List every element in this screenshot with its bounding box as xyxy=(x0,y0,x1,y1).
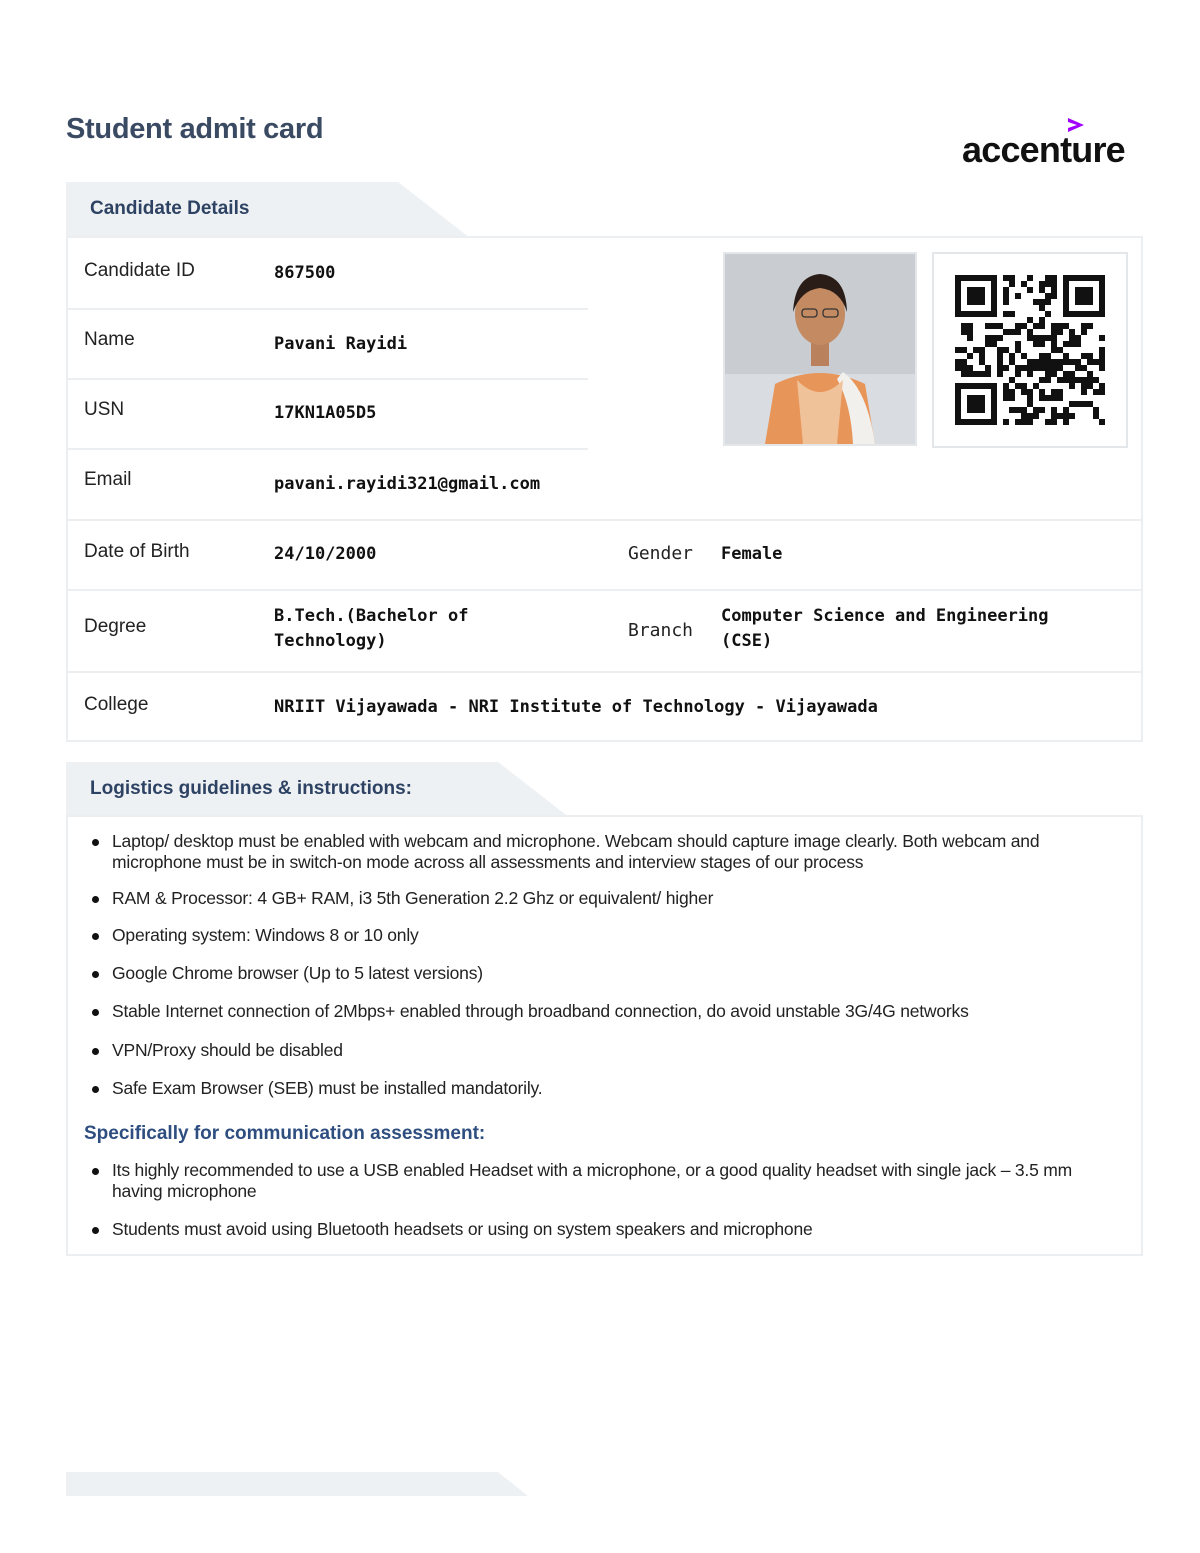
communication-list xyxy=(86,1160,1126,1240)
college-value: NRIIT Vijayawada - NRI Institute of Technology - Vijayawada xyxy=(274,697,878,717)
usn-row xyxy=(68,380,588,450)
logistics-item: Safe Exam Browser (SEB) must be installed mandatorily. xyxy=(86,1078,1126,1099)
usn-value: 17KN1A05D5 xyxy=(274,403,377,423)
logo-wordmark: accenture xyxy=(962,129,1125,170)
college-row xyxy=(68,673,1141,740)
logistics-item: Stable Internet connection of 2Mbps+ enabled through broadband connection, do avoid unstable 3G/4G networks xyxy=(86,1001,1126,1022)
candidate-id-value: 867500 xyxy=(274,263,336,283)
name-row xyxy=(68,310,588,380)
dob-value: 24/10/2000 xyxy=(274,544,377,564)
gender-label: Gender xyxy=(628,543,694,564)
degree-value-line2: Technology) xyxy=(274,631,387,651)
name-value: Pavani Rayidi xyxy=(274,334,408,354)
email-value: pavani.rayidi321@gmail.com xyxy=(274,474,541,494)
logistics-heading: Logistics guidelines & instructions: xyxy=(90,778,412,799)
tab-slant xyxy=(498,1472,528,1496)
name-label: Name xyxy=(84,329,135,350)
logistics-item: Google Chrome browser (Up to 5 latest versions) xyxy=(86,963,1126,984)
communication-item: Students must avoid using Bluetooth headsets or using on system speakers and microphone xyxy=(86,1219,1126,1240)
qr-code xyxy=(932,252,1128,448)
branch-value-line2: (CSE) xyxy=(721,631,773,651)
logistics-item: Operating system: Windows 8 or 10 only xyxy=(86,925,1126,946)
logistics-panel xyxy=(66,815,1143,1256)
candidate-details-tab xyxy=(66,182,398,236)
branch-label: Branch xyxy=(628,620,694,641)
usn-label: USN xyxy=(84,399,125,420)
dob-label: Date of Birth xyxy=(84,541,190,562)
college-label: College xyxy=(84,694,149,715)
branch-value xyxy=(721,604,1049,654)
logistics-item: RAM & Processor: 4 GB+ RAM, i3 5th Generation 2.2 Ghz or equivalent/ higher xyxy=(86,888,1126,909)
email-label: Email xyxy=(84,469,132,490)
candidate-id-row xyxy=(68,238,588,310)
gender-value: Female xyxy=(721,544,783,564)
logistics-item: Laptop/ desktop must be enabled with webcam and microphone. Webcam should capture image clearly. Both webcam and microphone must be in switch-on mode across all assessments and interview stages of our process xyxy=(86,831,1126,873)
accenture-logo xyxy=(962,116,1148,170)
tab-slant xyxy=(398,182,470,238)
tab-slant xyxy=(498,762,570,818)
branch-value-line1: Computer Science and Engineering xyxy=(721,606,1049,626)
communication-item: Its highly recommended to use a USB enabled Headset with a microphone, or a good quality headset with single jack – 3.5 mm having microphone xyxy=(86,1160,1126,1202)
page-title: Student admit card xyxy=(66,113,324,145)
communication-heading: Specifically for communication assessment: xyxy=(84,1123,486,1144)
footer-tab xyxy=(66,1472,498,1496)
logistics-list xyxy=(86,831,1126,1099)
logistics-item: VPN/Proxy should be disabled xyxy=(86,1040,1126,1061)
candidate-id-label: Candidate ID xyxy=(84,260,195,281)
degree-branch-row xyxy=(68,591,1141,673)
dob-gender-row xyxy=(68,521,1141,591)
degree-value-line1: B.Tech.(Bachelor of xyxy=(274,606,469,626)
candidate-photo xyxy=(723,252,917,446)
degree-label: Degree xyxy=(84,616,147,637)
logistics-tab xyxy=(66,762,498,816)
email-row xyxy=(68,450,1141,521)
candidate-details-heading: Candidate Details xyxy=(90,198,250,219)
degree-value xyxy=(274,604,468,654)
